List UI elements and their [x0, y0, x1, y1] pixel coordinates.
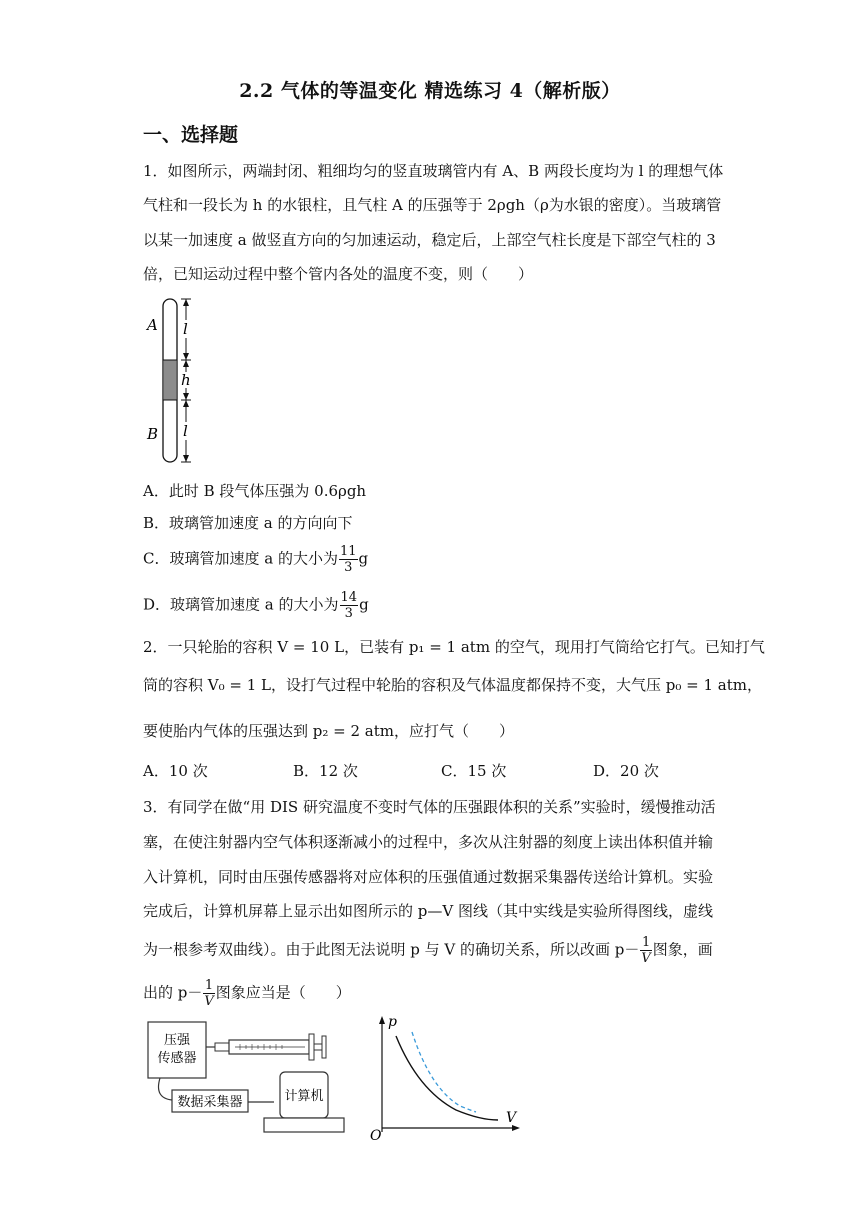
section-heading: 一、选择题 — [143, 124, 239, 146]
q1-option-c-fraction: $\frac{11}{3}$ — [339, 544, 357, 575]
graph-origin-label: O — [370, 1128, 382, 1142]
q1-option-b[interactable]: B．玻璃管加速度 a 的方向向下 — [143, 514, 353, 532]
label-h: h — [181, 371, 191, 389]
q2-line-1: 2．一只轮胎的容积 V = 10 L，已装有 p₁ = 1 atm 的空气，现用打气筒给它打气。已知打气 — [143, 638, 765, 656]
label-b: B — [147, 425, 159, 443]
q3-fraction-2: $\frac{1}{V}$ — [204, 978, 214, 1009]
q1-option-a[interactable]: A．此时 B 段气体压强为 0.6ρgh — [143, 482, 367, 500]
sensor-label-1: 压强 — [163, 1033, 191, 1048]
label-l-bottom: l — [183, 422, 188, 440]
q3-line-2: 塞，在使注射器内空气体积逐渐减小的过程中，多次从注射器的刻度上读出体积值并输 — [143, 833, 714, 851]
sensor-label-2: 传感器 — [157, 1051, 197, 1066]
q2-line-2: 筒的容积 V₀ = 1 L，设打气过程中轮胎的容积及气体温度都保持不变，大气压 p₀ = 1 atm， — [143, 676, 762, 694]
experimental-curve — [396, 1036, 498, 1120]
pressure-sensor-box — [148, 1022, 206, 1078]
q1-option-d-text: D．玻璃管加速度 a 的大小为 — [143, 595, 339, 614]
q2-line-3: 要使胎内气体的压强达到 p₂ = 2 atm，应打气（ ） — [143, 722, 514, 740]
q3-line-6: 出的 p－ $\frac{1}{V}$ 图象应当是（ ） — [143, 978, 351, 1009]
q3-line-1: 3．有同学在做“用 DIS 研究温度不变时气体的压强跟体积的关系”实验时，缓慢推动活 — [143, 798, 716, 816]
q3-line-5: 为一根参考双曲线）。由于此图无法说明 p 与 V 的确切关系，所以改画 p－ $\frac{1}{V}$ 图象，画 — [143, 935, 713, 966]
q1-option-c[interactable]: C．玻璃管加速度 a 的大小为 $\frac{11}{3}$ g — [143, 544, 369, 575]
mercury-column — [164, 360, 176, 400]
q2-option-c[interactable]: C．15 次 — [441, 762, 507, 780]
graph-y-label: p — [388, 1014, 397, 1030]
q1-option-c-text: C．玻璃管加速度 a 的大小为 — [143, 549, 338, 568]
q3-fraction-1: $\frac{1}{V}$ — [641, 935, 651, 966]
q2-option-a[interactable]: A．10 次 — [143, 762, 208, 780]
reference-hyperbola — [412, 1032, 476, 1112]
q3-line-3: 入计算机，同时由压强传感器将对应体积的压强值通过数据采集器传送给计算机。实验 — [143, 868, 714, 886]
q1-line-3: 以某一加速度 a 做竖直方向的匀加速运动，稳定后，上部空气柱长度是下部空气柱的 3 — [143, 231, 716, 249]
q1-option-d-fraction: $\frac{14}{3}$ — [340, 590, 358, 621]
q3-apparatus-figure — [140, 1016, 350, 1138]
label-a: A — [147, 316, 158, 334]
q1-line-4: 倍，已知运动过程中整个管内各处的温度不变，则（ ） — [143, 265, 534, 283]
computer-label: 计算机 — [284, 1089, 324, 1104]
page-title: 2.2 气体的等温变化 精选练习 4（解析版） — [239, 80, 621, 102]
q1-line-1: 1．如图所示，两端封闭、粗细均匀的竖直玻璃管内有 A、B 两段长度均为 l 的理想气体 — [143, 162, 724, 180]
label-l-top: l — [183, 320, 188, 338]
graph-x-label: V — [506, 1110, 517, 1126]
q3-line-4: 完成后，计算机屏幕上显示出如图所示的 p—V 图线（其中实线是实验所得图线，虚线 — [143, 902, 713, 920]
q1-tube-figure — [140, 296, 220, 468]
q3-pv-graph — [366, 1012, 526, 1142]
computer-base — [264, 1118, 344, 1132]
collector-label: 数据采集器 — [177, 1095, 243, 1110]
q1-line-2: 气柱和一段长为 h 的水银柱，且气柱 A 的压强等于 2ρgh（ρ为水银的密度）。当玻璃管 — [143, 196, 722, 214]
q2-option-b[interactable]: B．12 次 — [293, 762, 358, 780]
q1-option-d[interactable]: D．玻璃管加速度 a 的大小为 $\frac{14}{3}$ g — [143, 590, 369, 621]
q2-option-d[interactable]: D．20 次 — [593, 762, 659, 780]
